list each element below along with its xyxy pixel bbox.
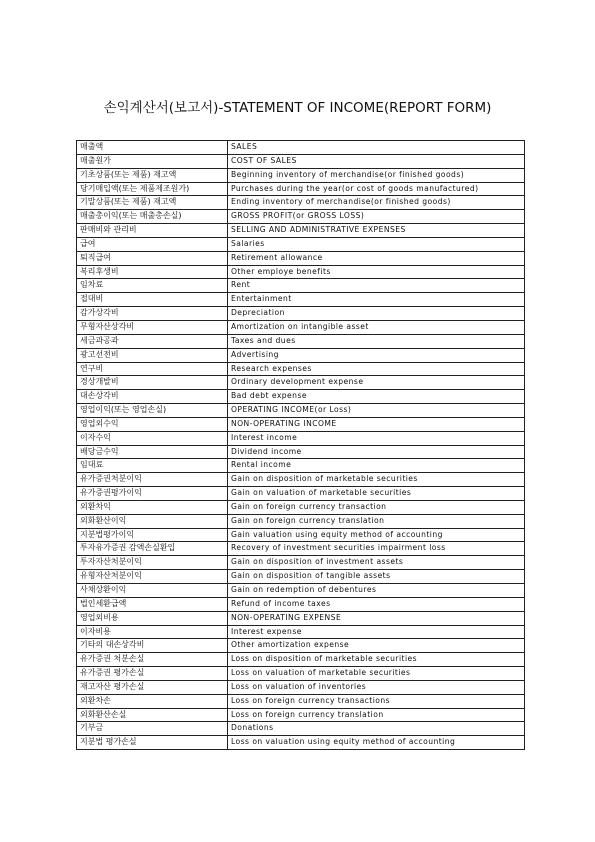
table-row bbox=[77, 376, 525, 390]
english-term-cell: NON-OPERATING INCOME bbox=[228, 417, 525, 431]
korean-term-cell: 유가증권 평가손실 bbox=[77, 667, 228, 681]
english-term-cell: Salaries bbox=[228, 237, 525, 251]
korean-term-cell: 연구비 bbox=[77, 362, 228, 376]
english-term-cell: Gain on foreign currency transaction bbox=[228, 500, 525, 514]
table-row bbox=[77, 196, 525, 210]
table-row bbox=[77, 570, 525, 584]
table-row bbox=[77, 542, 525, 556]
table-row bbox=[77, 708, 525, 722]
korean-term-cell: 이자비용 bbox=[77, 625, 228, 639]
english-term-cell: Gain on redemption of debentures bbox=[228, 584, 525, 598]
table-row bbox=[77, 473, 525, 487]
english-term-cell: Loss on foreign currency translation bbox=[228, 708, 525, 722]
table-row bbox=[77, 182, 525, 196]
table-row bbox=[77, 514, 525, 528]
korean-term-cell: 임대료 bbox=[77, 459, 228, 473]
table-row bbox=[77, 417, 525, 431]
korean-term-cell: 기초상품(또는 제품) 재고액 bbox=[77, 168, 228, 182]
english-term-cell: Retirement allowance bbox=[228, 251, 525, 265]
table-row bbox=[77, 362, 525, 376]
korean-term-cell: 당기매입액(또는 제품제조원가) bbox=[77, 182, 228, 196]
english-term-cell: Advertising bbox=[228, 348, 525, 362]
korean-term-cell: 무형자산상각비 bbox=[77, 320, 228, 334]
table-row bbox=[77, 445, 525, 459]
english-term-cell: Beginning inventory of merchandise(or finished goods) bbox=[228, 168, 525, 182]
korean-term-cell: 복리후생비 bbox=[77, 265, 228, 279]
korean-term-cell: 외화환산손실 bbox=[77, 708, 228, 722]
table-row bbox=[77, 528, 525, 542]
table-row bbox=[77, 459, 525, 473]
english-term-cell: OPERATING INCOME(or Loss) bbox=[228, 404, 525, 418]
table-row bbox=[77, 210, 525, 224]
english-term-cell: Gain valuation using equity method of accounting bbox=[228, 528, 525, 542]
table-row bbox=[77, 348, 525, 362]
english-term-cell: Entertainment bbox=[228, 293, 525, 307]
english-term-cell: SELLING AND ADMINISTRATIVE EXPENSES bbox=[228, 224, 525, 238]
table-row bbox=[77, 154, 525, 168]
table-row bbox=[77, 320, 525, 334]
english-term-cell: Other employe benefits bbox=[228, 265, 525, 279]
table-row bbox=[77, 390, 525, 404]
english-term-cell: Gain on disposition of marketable securities bbox=[228, 473, 525, 487]
korean-term-cell: 대손상각비 bbox=[77, 390, 228, 404]
english-term-cell: Loss on valuation of marketable securities bbox=[228, 667, 525, 681]
english-term-cell: GROSS PROFIT(or GROSS LOSS) bbox=[228, 210, 525, 224]
korean-term-cell: 유가증권 처분손실 bbox=[77, 653, 228, 667]
korean-term-cell: 사채상환이익 bbox=[77, 584, 228, 598]
english-term-cell: Interest expense bbox=[228, 625, 525, 639]
table-row bbox=[77, 584, 525, 598]
english-term-cell: Loss on foreign currency transactions bbox=[228, 694, 525, 708]
english-term-cell: Purchases during the year(or cost of goods manufactured) bbox=[228, 182, 525, 196]
english-term-cell: Interest income bbox=[228, 431, 525, 445]
korean-term-cell: 지분법 평가손실 bbox=[77, 736, 228, 750]
korean-term-cell: 법인세환급액 bbox=[77, 597, 228, 611]
glossary-table bbox=[76, 140, 525, 750]
korean-term-cell: 기타의 대손상각비 bbox=[77, 639, 228, 653]
korean-term-cell: 이자수익 bbox=[77, 431, 228, 445]
english-term-cell: Loss on valuation of inventories bbox=[228, 680, 525, 694]
glossary-table-body bbox=[77, 141, 525, 750]
english-term-cell: Recovery of investment securities impairment loss bbox=[228, 542, 525, 556]
table-row bbox=[77, 736, 525, 750]
table-row bbox=[77, 667, 525, 681]
english-term-cell: Loss on valuation using equity method of accounting bbox=[228, 736, 525, 750]
korean-term-cell: 광고선전비 bbox=[77, 348, 228, 362]
korean-term-cell: 유형자산처분이익 bbox=[77, 570, 228, 584]
table-row bbox=[77, 307, 525, 321]
english-term-cell: Amortization on intangible asset bbox=[228, 320, 525, 334]
english-term-cell: Gain on valuation of marketable securities bbox=[228, 487, 525, 501]
table-row bbox=[77, 168, 525, 182]
korean-term-cell: 지분법평가이익 bbox=[77, 528, 228, 542]
table-row bbox=[77, 694, 525, 708]
english-term-cell: Rental income bbox=[228, 459, 525, 473]
table-row bbox=[77, 639, 525, 653]
korean-term-cell: 임차료 bbox=[77, 279, 228, 293]
english-term-cell: Loss on disposition of marketable securities bbox=[228, 653, 525, 667]
korean-term-cell: 판매비와 관리비 bbox=[77, 224, 228, 238]
korean-term-cell: 배당금수익 bbox=[77, 445, 228, 459]
table-row bbox=[77, 251, 525, 265]
korean-term-cell: 투자유가증권 감액손실환입 bbox=[77, 542, 228, 556]
korean-term-cell: 세금과공과 bbox=[77, 334, 228, 348]
english-term-cell: NON-OPERATING EXPENSE bbox=[228, 611, 525, 625]
korean-term-cell: 매출원가 bbox=[77, 154, 228, 168]
table-row bbox=[77, 265, 525, 279]
english-term-cell: Dividend income bbox=[228, 445, 525, 459]
korean-term-cell: 매출액 bbox=[77, 141, 228, 155]
english-term-cell: Ending inventory of merchandise(or finished goods) bbox=[228, 196, 525, 210]
korean-term-cell: 기말상품(또는 제품) 재고액 bbox=[77, 196, 228, 210]
table-row bbox=[77, 597, 525, 611]
english-term-cell: Gain on foreign currency translation bbox=[228, 514, 525, 528]
korean-term-cell: 영업이익(또는 영업손실) bbox=[77, 404, 228, 418]
english-term-cell: Research expenses bbox=[228, 362, 525, 376]
korean-term-cell: 접대비 bbox=[77, 293, 228, 307]
korean-term-cell: 감가상각비 bbox=[77, 307, 228, 321]
english-term-cell: Gain on disposition of tangible assets bbox=[228, 570, 525, 584]
korean-term-cell: 외환차손 bbox=[77, 694, 228, 708]
table-row bbox=[77, 680, 525, 694]
korean-term-cell: 외화환산이익 bbox=[77, 514, 228, 528]
table-row bbox=[77, 653, 525, 667]
korean-term-cell: 영업외비용 bbox=[77, 611, 228, 625]
table-row bbox=[77, 500, 525, 514]
table-row bbox=[77, 556, 525, 570]
table-row bbox=[77, 237, 525, 251]
korean-term-cell: 기부금 bbox=[77, 722, 228, 736]
english-term-cell: Rent bbox=[228, 279, 525, 293]
english-term-cell: Gain on disposition of investment assets bbox=[228, 556, 525, 570]
table-row bbox=[77, 334, 525, 348]
english-term-cell: COST OF SALES bbox=[228, 154, 525, 168]
korean-term-cell: 재고자산 평가손실 bbox=[77, 680, 228, 694]
english-term-cell: Other amortization expense bbox=[228, 639, 525, 653]
korean-term-cell: 퇴직급여 bbox=[77, 251, 228, 265]
table-row bbox=[77, 625, 525, 639]
table-row bbox=[77, 224, 525, 238]
english-term-cell: SALES bbox=[228, 141, 525, 155]
korean-term-cell: 영업외수익 bbox=[77, 417, 228, 431]
table-row bbox=[77, 431, 525, 445]
table-row bbox=[77, 279, 525, 293]
korean-term-cell: 매출총이익(또는 매출총손실) bbox=[77, 210, 228, 224]
korean-term-cell: 외환차익 bbox=[77, 500, 228, 514]
table-row bbox=[77, 487, 525, 501]
korean-term-cell: 유가증권처분이익 bbox=[77, 473, 228, 487]
table-row bbox=[77, 141, 525, 155]
table-row bbox=[77, 293, 525, 307]
english-term-cell: Depreciation bbox=[228, 307, 525, 321]
table-row bbox=[77, 722, 525, 736]
table-row bbox=[77, 404, 525, 418]
english-term-cell: Refund of income taxes bbox=[228, 597, 525, 611]
korean-term-cell: 급여 bbox=[77, 237, 228, 251]
korean-term-cell: 경상개발비 bbox=[77, 376, 228, 390]
english-term-cell: Donations bbox=[228, 722, 525, 736]
table-row bbox=[77, 611, 525, 625]
english-term-cell: Bad debt expense bbox=[228, 390, 525, 404]
english-term-cell: Ordinary development expense bbox=[228, 376, 525, 390]
korean-term-cell: 유가증권평가이익 bbox=[77, 487, 228, 501]
english-term-cell: Taxes and dues bbox=[228, 334, 525, 348]
korean-term-cell: 투자자산처분이익 bbox=[77, 556, 228, 570]
page-title: 손익계산서(보고서)-STATEMENT OF INCOME(REPORT FORM) bbox=[103, 100, 492, 116]
